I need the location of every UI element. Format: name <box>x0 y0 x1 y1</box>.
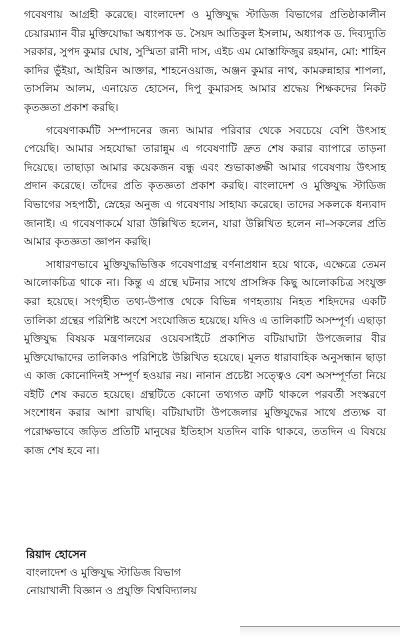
author-university: নোয়াখালী বিজ্ঞান ও প্রযুক্তি বিশ্ববিদ্যালয় <box>26 585 197 597</box>
signature-block <box>26 546 386 600</box>
author-name: রিয়াদ হোসেন <box>26 548 87 561</box>
author-department: বাংলাদেশ ও মুক্তিযুদ্ধ স্টাডিজ বিভাগ <box>26 567 181 579</box>
document-body <box>24 6 386 464</box>
paragraph-acknowledgement-family: গবেষণাকর্মটি সম্পাদনের জন্য আমার পরিবার থেকে সবচেয়ে বেশি উৎসাহ পেয়েছি। আমার সহযোদ্ধা তারান্নুম এ গবেষণাটি দ্রুত শেষ করার ব্যাপারে তাড়না দিয়েছে। তাছাড়া আমার কয়েকজন বন্ধু এবং শুভাকাঙ্ক্ষী আমার গবেষণায় উৎসাহ প্রদান করেছে। তাঁদের প্রতি কৃতজ্ঞতা প্রকাশ করছি। বাংলাদেশ ও মুক্তিযুদ্ধ স্টাডিজ বিভাগের সহপাঠী, স্নেহের অনুজ এ গবেষণায় সাহায্য করেছে। তাদের সকলকে ধন্যবাদ জানাই। এ গবেষণাকর্মে যারা উল্লিখিত হলেন, যারা উল্লিখিত হলেন না–সকলের প্রতি আমার কৃতজ্ঞতা জ্ঞাপন করছি। <box>24 124 386 249</box>
page-edge-divider <box>240 626 400 637</box>
paragraph-acknowledgement-teachers: গবেষণায় আগ্রহী করেছে। বাংলাদেশ ও মুক্তিযুদ্ধ স্টাডিজ বিভাগের প্রতিষ্ঠাকালীন চেয়ারম্যান বীর মুক্তিযোদ্ধা অধ্যাপক ড. সৈয়দ আতিকুল ইসলাম, অধ্যাপক ড. দিব্যদ্যুতি সরকার, সুপদ কুমার ঘোষ, সুস্মিতা রানী দাস, এইচ এম মোস্তাফিজুর রহমান, মো: শাহিন কাদির ভুঁইয়া, আইরিন আক্তার, শাহনেওয়াজ, অঞ্জন কুমার নাথ, কামরুন্নাহার শাপলা, তাসলিম আলম, এনায়েত হোসেন, দিপু কুমারসহ আমার শ্রদ্ধেয় শিক্ষকদের নিকট কৃতজ্ঞতা প্রকাশ করছি। <box>24 9 386 114</box>
paragraph-book-scope: সাধারণভাবে মুক্তিযুদ্ধভিত্তিক গবেষণাগ্রন্থ বর্ণনাপ্রধান হয়ে থাকে, এক্ষেত্রে তেমন আলোকচিত্র থাকে না। কিন্তু এ গ্রন্থে ঘটনার সাথে প্রাসঙ্গিক কিছু আলোকচিত্র সংযুক্ত করা হয়েছে। সংগৃহীত তথ্য-উপাত্ত থেকে বিভিন্ন গণহত্যায় নিহত শহিদদের একটি তালিকা গ্রন্থের পরিশিষ্ট অংশে সংযোজিত হয়েছে। যদিও এ তালিকাটি অসম্পূর্ণ। এছাড়া মুক্তিযুদ্ধ বিষয়ক মন্ত্রণালয়ের ওয়েবসাইটে প্রকাশিত বটিয়াঘাটা উপজেলার বীর মুক্তিযোদ্ধাদের তালিকাও পরিশিষ্টে উল্লিখিত হয়েছে। মূলত ধারাবাহিক অনুসন্ধান ছাড়া এ কাজ কোনোদিনই সম্পূর্ণ হওয়ার নয়। নানান প্রচেষ্টা সত্ত্বেও বেশ অসম্পূর্ণতা নিয়ে বইটি শেষ করতে হয়েছে। গ্রন্থটিতে কোনো তথ্যগত ত্রুটি থাকলে পরবর্তী সংস্করণে সংশোধন করার আশা রাখছি। বটিয়াঘাটা উপজেলার মুক্তিযুদ্ধের সাথে প্রত্যক্ষ বা পরোক্ষভাবে জড়িত প্রতিটি মানুষের ইতিহাস যতদিন বাকি থাকবে, ততদিন এ বিষয়ে কাজ শেষ হবে না। <box>24 258 386 457</box>
